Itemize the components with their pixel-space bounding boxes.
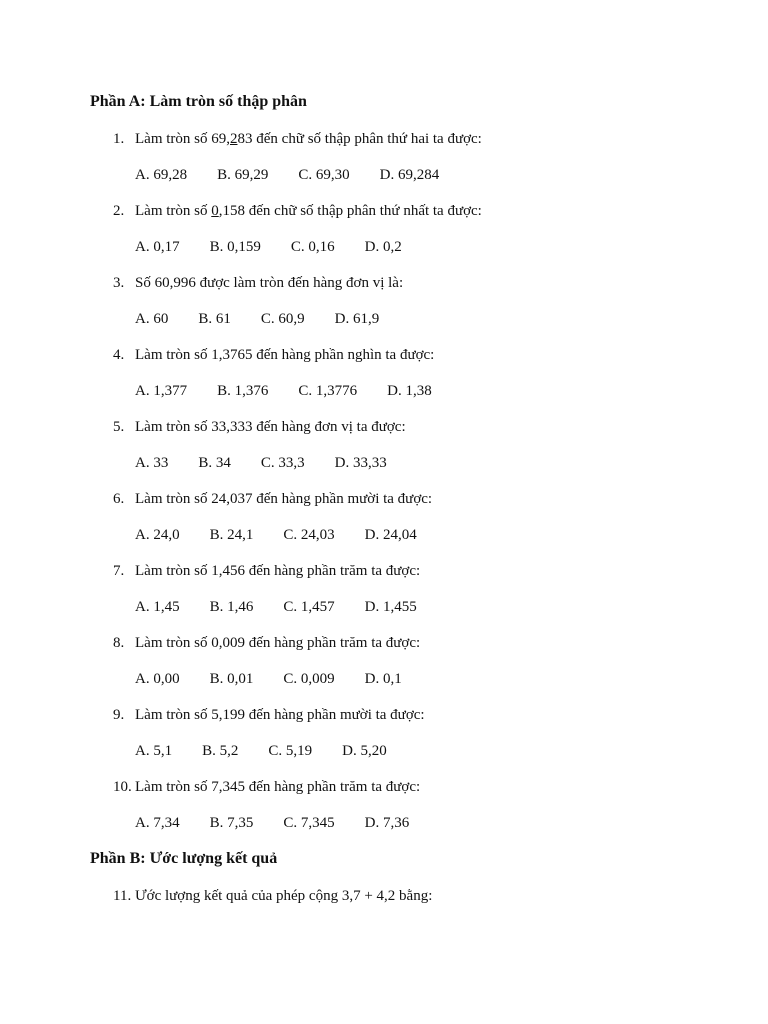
answer-options [135, 311, 379, 328]
option-c: C. 60,9 [260, 311, 305, 327]
option-b: B. 5,2 [202, 743, 239, 759]
option-d: D. 1,38 [387, 383, 432, 399]
option-b: B. 1,46 [209, 599, 254, 615]
option-c: C. 1,457 [283, 599, 335, 615]
option-b: B. 61 [198, 311, 231, 327]
question-text: Số 60,996 được làm tròn đến hàng đơn vị là: [135, 275, 404, 291]
option-c: C. 1,3776 [298, 383, 358, 399]
underlined-digit: 2 [230, 131, 238, 147]
option-d: D. 61,9 [334, 311, 380, 327]
question-text: Làm tròn số 33,333 đến hàng đơn vị ta được: [135, 419, 406, 435]
option-b: B. 24,1 [209, 527, 254, 543]
option-b: B. 0,159 [209, 239, 261, 255]
option-a: A. 0,00 [135, 671, 180, 687]
option-b: B. 7,35 [209, 815, 254, 831]
option-d: D. 7,36 [364, 815, 410, 831]
question-number: 8. [113, 635, 125, 651]
option-d: D. 1,455 [364, 599, 417, 615]
question-text-part: Làm tròn số [135, 203, 212, 219]
section-a-heading: Phần A: Làm tròn số thập phân [90, 93, 307, 110]
option-c: C. 5,19 [268, 743, 313, 759]
answer-options [135, 167, 439, 184]
option-d: D. 0,2 [364, 239, 402, 255]
answer-options [135, 239, 402, 256]
question-text: Làm tròn số 1,3765 đến hàng phần nghìn ta được: [135, 347, 435, 363]
answer-options [135, 455, 387, 472]
option-a: A. 60 [135, 311, 169, 327]
option-a: A. 33 [135, 455, 169, 471]
question-number: 3. [113, 275, 125, 291]
option-a: A. 24,0 [135, 527, 180, 543]
answer-options [135, 743, 387, 760]
answer-options [135, 527, 417, 544]
option-d: D. 0,1 [364, 671, 402, 687]
answer-options [135, 815, 409, 832]
question-text-part: Làm tròn số 69, [135, 131, 230, 147]
option-d: D. 69,284 [379, 167, 440, 183]
option-d: D. 24,04 [364, 527, 417, 543]
question-text: Làm tròn số 24,037 đến hàng phần mười ta được: [135, 491, 433, 507]
question-text [135, 131, 482, 148]
answer-options [135, 383, 432, 400]
question-number: 11. [113, 888, 132, 904]
option-c: C. 33,3 [260, 455, 305, 471]
question-text-part: 83 đến chữ số thập phân thứ hai ta được: [237, 131, 482, 147]
option-d: D. 33,33 [334, 455, 387, 471]
question-text: Làm tròn số 7,345 đến hàng phần trăm ta được: [135, 779, 421, 795]
option-a: A. 7,34 [135, 815, 180, 831]
question-number: 7. [113, 563, 125, 579]
question-number: 5. [113, 419, 125, 435]
question-text: Làm tròn số 0,009 đến hàng phần trăm ta được: [135, 635, 421, 651]
option-b: B. 69,29 [217, 167, 269, 183]
section-b-heading: Phần B: Ước lượng kết quả [90, 850, 278, 867]
option-a: A. 1,377 [135, 383, 188, 399]
option-b: B. 1,376 [217, 383, 269, 399]
question-number: 9. [113, 707, 125, 723]
option-a: A. 0,17 [135, 239, 180, 255]
question-text-part: ,158 đến chữ số thập phân thứ nhất ta được: [218, 203, 482, 219]
option-a: A. 69,28 [135, 167, 188, 183]
question-text: Làm tròn số 1,456 đến hàng phần trăm ta được: [135, 563, 421, 579]
underlined-digit: 0 [211, 203, 219, 219]
option-c: C. 0,16 [290, 239, 335, 255]
question-text [135, 203, 482, 220]
question-number: 2. [113, 203, 125, 219]
option-b: B. 0,01 [209, 671, 254, 687]
question-number: 1. [113, 131, 125, 147]
answer-options [135, 599, 417, 616]
option-a: A. 1,45 [135, 599, 180, 615]
question-text: Làm tròn số 5,199 đến hàng phần mười ta được: [135, 707, 425, 723]
option-c: C. 7,345 [283, 815, 335, 831]
option-d: D. 5,20 [342, 743, 387, 759]
answer-options [135, 671, 402, 688]
question-text: Ước lượng kết quả của phép cộng 3,7 + 4,2 bằng: [135, 888, 433, 904]
question-number: 6. [113, 491, 125, 507]
option-c: C. 69,30 [298, 167, 350, 183]
question-number: 4. [113, 347, 125, 363]
option-b: B. 34 [198, 455, 231, 471]
option-a: A. 5,1 [135, 743, 173, 759]
option-c: C. 24,03 [283, 527, 335, 543]
option-c: C. 0,009 [283, 671, 335, 687]
question-number: 10. [113, 779, 132, 795]
